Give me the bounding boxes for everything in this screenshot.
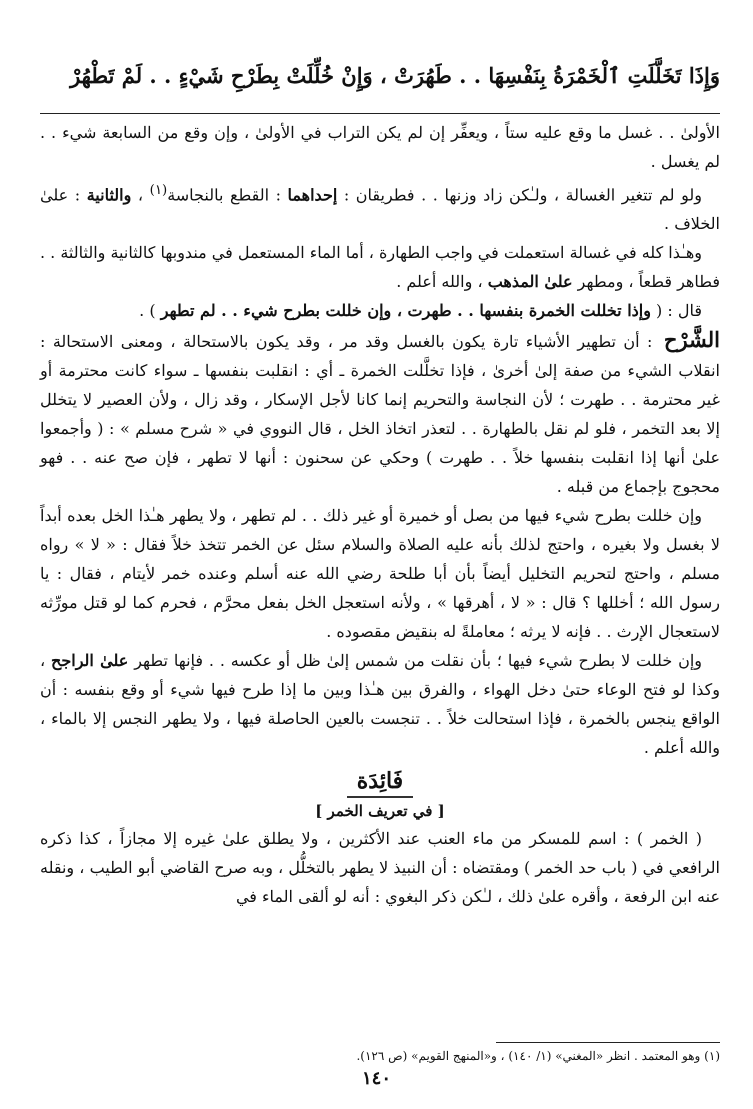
paragraph-7-bold: علىٰ الراجح: [51, 651, 129, 671]
page-body: [40, 118, 721, 907]
paragraph-1: الأولىٰ . . غسل ما وقع عليه ستاً ، ويعفِّر إن لم يكن التراب في الأولىٰ ، وإن وقع من السابعة شيء . . لم يغسل .: [40, 123, 721, 171]
footnote-marker[interactable]: (١): [149, 183, 168, 198]
paragraph-2: [40, 176, 720, 238]
paragraph-2-text-d: : علىٰ الخلاف .: [40, 185, 720, 234]
paragraph-3-text-b: ، والله أعلم .: [396, 272, 483, 292]
paragraph-3: [40, 238, 720, 296]
commentary-paragraph: [40, 325, 720, 501]
paragraph-6: وإن خللت بطرح شيء فيها من بصل أو خميرة أو غير ذلك . . لم تطهر ، ولا يطهر هـٰذا الخل بعده أبداً لا بغسل ولا بغيره ، واحتج لذلك بأنه عليه الصلاة والسلام سئل عن الخمر تتخذ خلاً فقال : « لا » رواه مسلم ، واحتج لتحريم التخليل أيضاً بأن أبا طلحة رضي الله عنه أسلم وعنده خمر لأيتام ، فقال : يا رسول الله ؛ أخللها ؟ قال : « لا ، أهرقها » ، ولأنه استعجل الخل بفعل محرَّم ، فحرم كما لو قتل مورِّثه لاستعجال الإرث . . فإنه لا يرثه ؛ معاملةً له بنقيض مقصوده .: [40, 506, 720, 642]
matn-quote-text: وإذا تخللت الخمرة بنفسها . . طهرت ، وإن خللت بطرح شيء . . لم تطهر: [160, 301, 651, 321]
paragraph-3-bold: علىٰ المذهب: [487, 272, 573, 292]
footnote-text: وهو المعتمد . انظر «المغني» (١/ ١٤٠) ، و«المنهج القويم» (ص ١٢٦).: [356, 1049, 701, 1063]
matn-quote-prefix: قال : (: [656, 301, 702, 321]
page-number: ١٤٠: [361, 1068, 391, 1089]
footnote-rule: [496, 1042, 720, 1043]
header-rule: [40, 113, 720, 114]
footnote: [40, 1046, 720, 1066]
running-head: وَإِذَا تَخَلَّلَتِ ٱلْخَمْرَةُ بِنَفْسِهَا . . طَهُرَتْ ، وَإِنْ خُلِّلَتْ بِطَرْحِ شَيْءٍ . . لَمْ تَطْهُرْ: [70, 63, 720, 88]
commentary-text: : أن تطهير الأشياء تارة يكون بالغسل وقد مر ، وقد يكون بالاستحالة ، ومعنى الاستحالة : انقلاب الشيء من صفة إلىٰ أخرىٰ ، فإذا تخلَّلت الخمرة ـ أي : انقلبت بنفسها ـ سواء كانت محترمة أو غير محترمة . . طهرت ؛ لأن النجاسة والتحريم إنما كانا لأجل الإسكار ، وقد زال ، ولأن العصير لا يتخلل إلا بعد التخمر ، فلو لم نقل بالطهارة . . لتعذر اتخاذ الخل ، قال النووي في « شرح مسلم » : ( وأجمعوا علىٰ أنها إذا انقلبت بنفسها خلاً . . طهرت ) وحكي عن سحنون : أنها لا تطهر ، فإن صح عنه . . فهو محجوج بإجماع من قبله .: [40, 332, 721, 497]
paragraph-2-text-a: ولو لم تتغير الغسالة ، ولـٰكن زاد وزنها . . فطريقان :: [343, 185, 702, 205]
paragraph-2-text-b: : القطع بالنجاسة: [167, 185, 281, 205]
paragraph-3-text-a: وهـٰذا كله في غسالة استعملت في واجب الطهارة ، أما الماء المستعمل في مندوبها كالثانية والثالثة . . فطاهر قطعاً ، ومطهر: [40, 243, 720, 292]
paragraph-8: ( الخمر ) : اسم للمسكر من ماء العنب عند الأكثرين ، ولا يطلق علىٰ غيره إلا مجازاً ، كذا ذكره الرافعي في ( باب حد الخمر ) ومقتضاه : أن النبيذ لا يطهر بالتخلُّل ، وبه صرح القاضي أبو الطيب ، ونقله عنه ابن الرفعة ، وأقره علىٰ ذلك ، لـٰكن ذكر البغوي : أنه لو ألقى الماء في: [40, 829, 720, 907]
matn-quote-paragraph: [40, 296, 720, 325]
first-route-label: إحداهما: [287, 185, 338, 205]
section-heading: [40, 766, 720, 798]
section-ornament: فَائِدَة: [347, 766, 413, 798]
paragraph-7: [40, 646, 720, 762]
paragraph-7-text-a: وإن خللت لا بطرح شيء فيها ؛ بأن نقلت من شمس إلىٰ ظل أو عكسه . . فإنها تطهر: [134, 651, 703, 671]
paragraph-7-text-b: ، وكذا لو فتح الوعاء حتىٰ دخل الهواء ، والفرق بين هـٰذا وبين ما إذا طرح فيها شيء أو وقع بنفسه : أن الواقع ينجس بالخمرة ، فإذا استحالت خلاً . . تنجست بالعين الحاصلة فيها ، ولا يطهر النجس إلا بالماء ، والله أعلم .: [40, 651, 721, 758]
footnote-number: (١): [704, 1049, 720, 1063]
commentary-keyword: الشَّرْح: [663, 327, 721, 353]
paragraph-2-text-c: ،: [137, 185, 144, 205]
section-subtitle: [ في تعريف الخمر ]: [315, 802, 445, 821]
second-route-label: والثانية: [86, 185, 132, 205]
matn-quote-suffix: ) .: [139, 301, 156, 321]
